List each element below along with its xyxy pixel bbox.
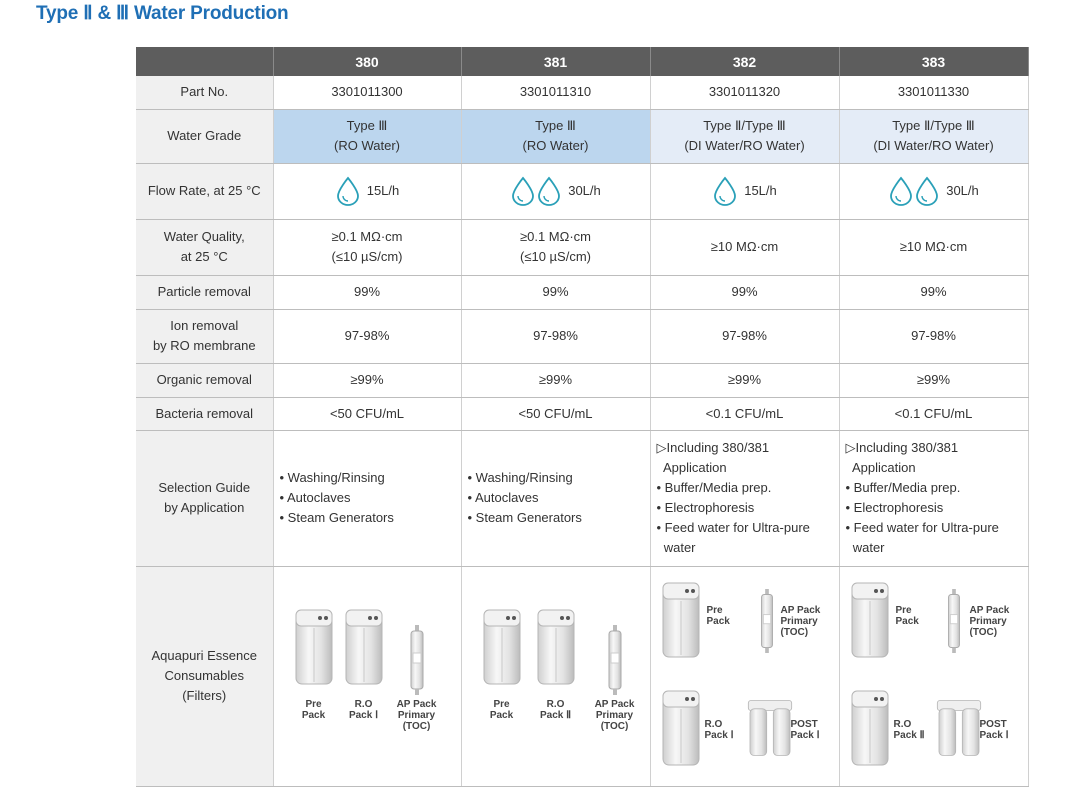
flow-value: 15L/h xyxy=(744,183,777,198)
cell: 3301011320 xyxy=(650,76,839,109)
cell xyxy=(650,430,839,566)
row-label: Flow Rate, at 25 °C xyxy=(136,163,273,219)
consumables-cell-381 xyxy=(461,566,650,786)
filter-label: AP Pack Primary (TOC) xyxy=(594,698,635,732)
pre-pack-image xyxy=(850,579,890,663)
list-item: • Steam Generators xyxy=(279,510,394,525)
cell: <0.1 CFU/mL xyxy=(650,397,839,430)
list-item: water xyxy=(845,540,885,555)
filter-label: R.O Pack Ⅰ xyxy=(704,718,734,741)
cell: ≥99% xyxy=(650,363,839,397)
cell xyxy=(273,109,461,163)
pre-pack-image xyxy=(661,579,701,663)
filter-label: Pre Pack xyxy=(489,698,514,721)
grade-line: Type Ⅱ/Type Ⅲ xyxy=(703,118,786,133)
row-ion xyxy=(136,309,1028,363)
pre-pack-image xyxy=(482,605,522,691)
cell xyxy=(461,109,650,163)
cell xyxy=(461,430,650,566)
cell: ≥99% xyxy=(461,363,650,397)
grade-line: Type Ⅲ xyxy=(535,118,576,133)
label-line: at 25 °C xyxy=(180,249,228,264)
row-selection-guide xyxy=(136,430,1028,566)
label-line: by RO membrane xyxy=(152,338,256,353)
grade-line: (DI Water/RO Water) xyxy=(873,138,994,153)
grade-line: Type Ⅲ xyxy=(346,118,388,133)
cell xyxy=(839,163,1028,219)
row-label: Bacteria removal xyxy=(136,397,273,430)
ap-pack-image xyxy=(409,625,425,695)
filter-label: POST Pack Ⅰ xyxy=(790,718,820,741)
cell xyxy=(839,109,1028,163)
cell: 3301011330 xyxy=(839,76,1028,109)
row-label xyxy=(136,430,273,566)
cell xyxy=(839,219,1028,275)
filter-label: R.O Pack Ⅱ xyxy=(539,698,572,721)
spec-table xyxy=(136,47,1029,787)
pre-pack-image xyxy=(294,605,334,691)
row-water-grade xyxy=(136,109,1028,163)
quality-line: ≥10 MΩ·cm xyxy=(710,239,779,254)
ap-pack-image xyxy=(946,589,962,653)
cell: 99% xyxy=(650,275,839,309)
label-line: (Filters) xyxy=(182,688,227,703)
cell: <50 CFU/mL xyxy=(461,397,650,430)
list-item: • Steam Generators xyxy=(467,510,582,525)
list-item: • Feed water for Ultra-pure xyxy=(845,520,999,535)
label-line: Consumables xyxy=(164,668,244,683)
col-header-380: 380 xyxy=(273,47,461,76)
grade-line: Type Ⅱ/Type Ⅲ xyxy=(892,118,975,133)
cell: ≥99% xyxy=(273,363,461,397)
water-drop-icon xyxy=(335,176,361,206)
filter-label: Pre Pack xyxy=(301,698,326,721)
col-header-382: 382 xyxy=(650,47,839,76)
row-label xyxy=(136,309,273,363)
flow-value: 30L/h xyxy=(946,183,979,198)
list-item: • Buffer/Media prep. xyxy=(656,480,772,495)
post-pack-image xyxy=(745,695,795,761)
filter-label: R.O Pack Ⅱ xyxy=(893,718,925,741)
filter-label: R.O Pack Ⅰ xyxy=(348,698,379,721)
post-pack-image xyxy=(934,695,984,761)
row-part-no xyxy=(136,76,1028,109)
row-label: Organic removal xyxy=(136,363,273,397)
cell xyxy=(650,163,839,219)
filter-label: AP Pack Primary (TOC) xyxy=(396,698,437,732)
cell xyxy=(650,219,839,275)
label-line: Water Quality, xyxy=(163,229,245,244)
label-line: by Application xyxy=(164,500,245,515)
consumables-cell-382 xyxy=(650,566,839,786)
cell xyxy=(461,219,650,275)
cell: 3301011300 xyxy=(273,76,461,109)
cell: <0.1 CFU/mL xyxy=(839,397,1028,430)
label-line: Selection Guide xyxy=(158,480,251,495)
consumables-cell-380 xyxy=(273,566,461,786)
consumables-cell-383 xyxy=(839,566,1028,786)
header-row xyxy=(136,47,1028,76)
list-item: • Feed water for Ultra-pure xyxy=(656,520,810,535)
ro-pack-image xyxy=(661,687,701,771)
cell xyxy=(273,163,461,219)
cell xyxy=(461,163,650,219)
cell: 97-98% xyxy=(650,309,839,363)
list-item: • Autoclaves xyxy=(467,490,539,505)
ro-pack-image xyxy=(850,687,890,771)
row-consumables xyxy=(136,566,1028,786)
list-item: ▷Including 380/381 xyxy=(656,440,770,455)
quality-line: ≥0.1 MΩ·cm xyxy=(331,229,403,244)
list-item: ▷Including 380/381 xyxy=(845,440,959,455)
flow-value: 15L/h xyxy=(366,183,400,198)
list-item: Application xyxy=(656,460,727,475)
list-item: • Electrophoresis xyxy=(845,500,944,515)
row-water-quality xyxy=(136,219,1028,275)
row-label: Water Grade xyxy=(136,109,273,163)
label-line: Ion removal xyxy=(170,318,239,333)
ro-pack-image xyxy=(536,605,576,691)
list-item: • Washing/Rinsing xyxy=(279,470,385,485)
page-title: Type Ⅱ & Ⅲ Water Production xyxy=(36,3,289,24)
ap-pack-image xyxy=(607,625,623,695)
ap-pack-image xyxy=(759,589,775,653)
list-item: • Buffer/Media prep. xyxy=(845,480,961,495)
cell: ≥99% xyxy=(839,363,1028,397)
water-drop-icon xyxy=(536,176,562,206)
row-organic xyxy=(136,363,1028,397)
cell: <50 CFU/mL xyxy=(273,397,461,430)
cell: 99% xyxy=(839,275,1028,309)
col-header-381: 381 xyxy=(461,47,650,76)
ro-pack-image xyxy=(344,605,384,691)
col-header-383: 383 xyxy=(839,47,1028,76)
cell: 3301011310 xyxy=(461,76,650,109)
cell: 99% xyxy=(461,275,650,309)
grade-line: (RO Water) xyxy=(522,138,589,153)
grade-line: (DI Water/RO Water) xyxy=(684,138,805,153)
filter-label: Pre Pack xyxy=(706,604,730,627)
list-item: • Electrophoresis xyxy=(656,500,755,515)
row-flow-rate xyxy=(136,163,1028,219)
row-label xyxy=(136,566,273,786)
filter-label: AP Pack Primary (TOC) xyxy=(969,604,1010,638)
header-corner xyxy=(136,47,273,76)
list-item: • Washing/Rinsing xyxy=(467,470,573,485)
filter-label: Pre Pack xyxy=(895,604,919,627)
flow-value: 30L/h xyxy=(568,183,601,198)
water-drop-icon xyxy=(888,176,914,206)
list-item: water xyxy=(656,540,696,555)
row-particle xyxy=(136,275,1028,309)
cell xyxy=(650,109,839,163)
filter-label: AP Pack Primary (TOC) xyxy=(780,604,821,638)
quality-line: (≤10 µS/cm) xyxy=(331,249,403,264)
row-label: Particle removal xyxy=(136,275,273,309)
row-bacteria xyxy=(136,397,1028,430)
list-item: Application xyxy=(845,460,916,475)
label-line: Aquapuri Essence xyxy=(151,648,257,663)
row-label xyxy=(136,219,273,275)
water-drop-icon xyxy=(510,176,536,206)
cell: 97-98% xyxy=(461,309,650,363)
list-item: • Autoclaves xyxy=(279,490,351,505)
cell xyxy=(273,430,461,566)
quality-line: ≥0.1 MΩ·cm xyxy=(519,229,592,244)
cell: 97-98% xyxy=(839,309,1028,363)
cell: 97-98% xyxy=(273,309,461,363)
cell: 99% xyxy=(273,275,461,309)
grade-line: (RO Water) xyxy=(334,138,400,153)
row-label: Part No. xyxy=(136,76,273,109)
filter-label: POST Pack Ⅰ xyxy=(979,718,1009,741)
quality-line: ≥10 MΩ·cm xyxy=(899,239,968,254)
cell xyxy=(273,219,461,275)
cell xyxy=(839,430,1028,566)
water-drop-icon xyxy=(914,176,940,206)
water-drop-icon xyxy=(712,176,738,206)
quality-line: (≤10 µS/cm) xyxy=(520,249,591,264)
